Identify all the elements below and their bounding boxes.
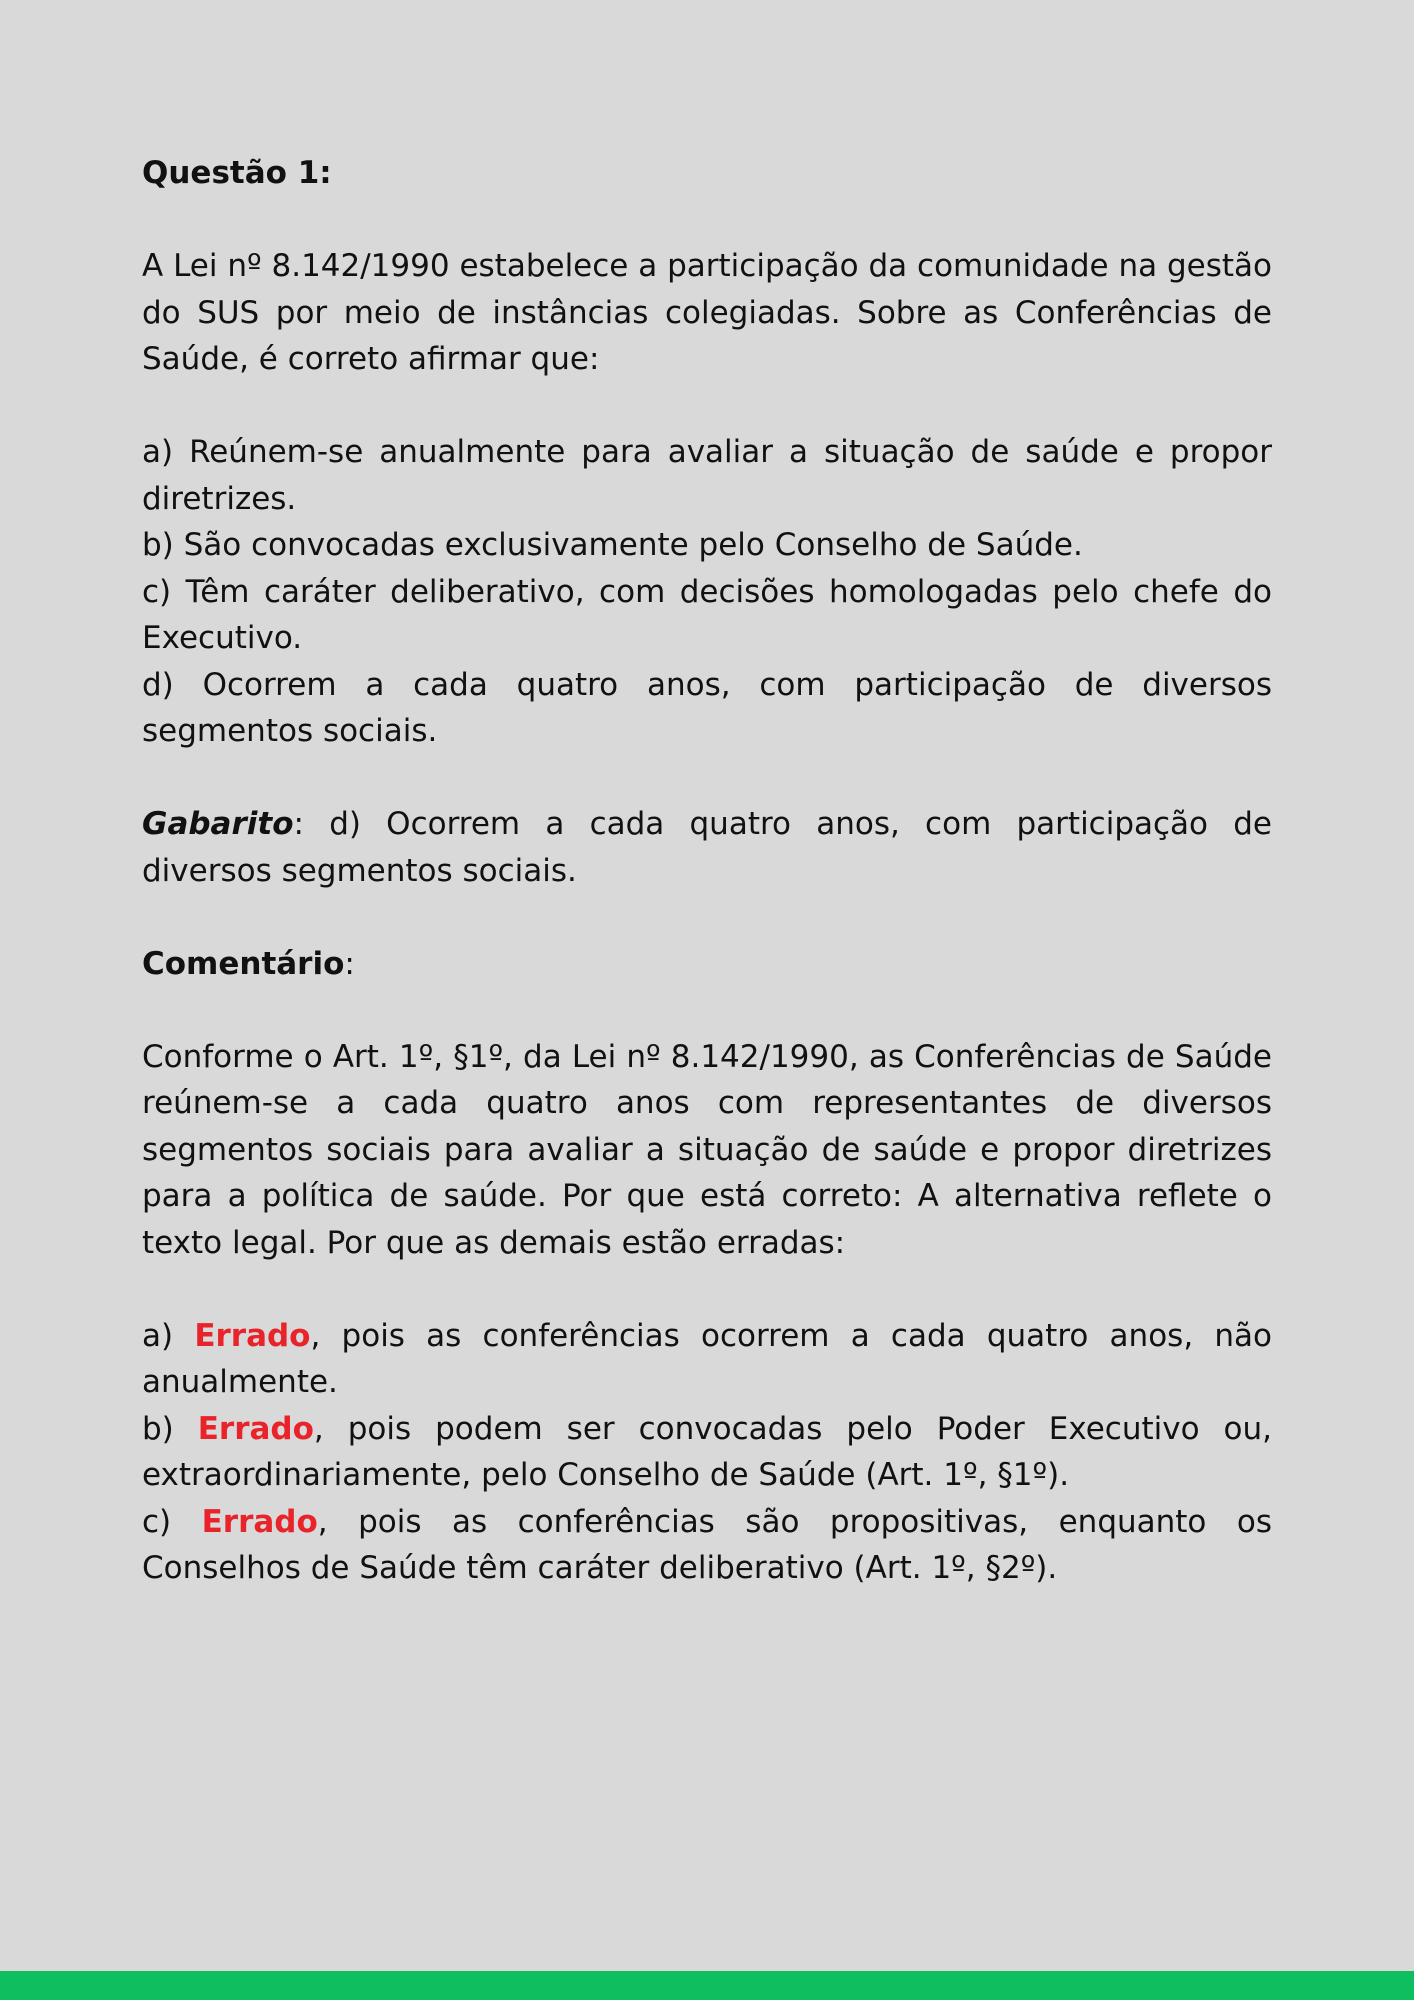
- question-statement: A Lei nº 8.142/1990 estabelece a participação da comunidade na gestão do SUS por meio de instâncias colegiadas. Sobre as Conferências de Saúde, é correto afirmar que:: [142, 248, 1272, 377]
- spacer: [142, 894, 1272, 941]
- option-b: b) São convocadas exclusivamente pelo Conselho de Saúde.: [142, 527, 1083, 563]
- spacer: [142, 197, 1272, 244]
- wrong-item-text: , pois as conferências ocorrem a cada quatro anos, não anualmente.: [142, 1317, 1272, 1400]
- wrong-item-text: , pois as conferências são propositivas, enquanto os Conselhos de Saúde têm caráter deliberativo (Art. 1º, §2º).: [142, 1503, 1272, 1586]
- wrong-item-c: [142, 1499, 1272, 1592]
- answer-label: Gabarito: [142, 806, 294, 842]
- errado-flag: Errado: [201, 1503, 318, 1540]
- spacer: [142, 1266, 1272, 1313]
- errado-flag: Errado: [197, 1410, 314, 1447]
- wrong-item-prefix: b): [142, 1410, 198, 1447]
- option-c: c) Têm caráter deliberativo, com decisões homologadas pelo chefe do Executivo.: [142, 573, 1272, 656]
- footer-accent-bar: [0, 1971, 1414, 2000]
- answer-separator: :: [293, 806, 304, 842]
- wrong-item-text: , pois podem ser convocadas pelo Poder Executivo ou, extraordinariamente, pelo Conselho de Saúde (Art. 1º, §1º).: [142, 1410, 1272, 1493]
- comment-heading: [142, 941, 1272, 988]
- comment-separator: :: [344, 945, 355, 982]
- question-title: Questão 1:: [142, 155, 332, 191]
- answer-key: [142, 801, 1272, 894]
- spacer: [142, 755, 1272, 802]
- spacer: [142, 987, 1272, 1034]
- option-a: a) Reúnem-se anualmente para avaliar a situação de saúde e propor diretrizes.: [142, 434, 1272, 517]
- wrong-item-prefix: c): [142, 1503, 202, 1540]
- comment-body: Conforme o Art. 1º, §1º, da Lei nº 8.142/1990, as Conferências de Saúde reúnem-se a cada quatro anos com representantes de diversos segmentos sociais para avaliar a situação de saúde e propor diretrizes para a política de saúde. Por que está correto: A alternativa reflete o texto legal. Por que as demais estão erradas:: [142, 1038, 1272, 1261]
- option-d: d) Ocorrem a cada quatro anos, com participação de diversos segmentos sociais.: [142, 666, 1272, 749]
- comment-label: Comentário: [142, 945, 345, 982]
- errado-flag: Errado: [194, 1317, 311, 1354]
- wrong-item-a: [142, 1313, 1272, 1406]
- spacer: [142, 383, 1272, 430]
- wrong-item-b: [142, 1406, 1272, 1499]
- answer-text: d) Ocorrem a cada quatro anos, com participação de diversos segmentos sociais.: [142, 806, 1272, 889]
- wrong-item-prefix: a): [142, 1317, 195, 1354]
- document-body: [142, 150, 1272, 1592]
